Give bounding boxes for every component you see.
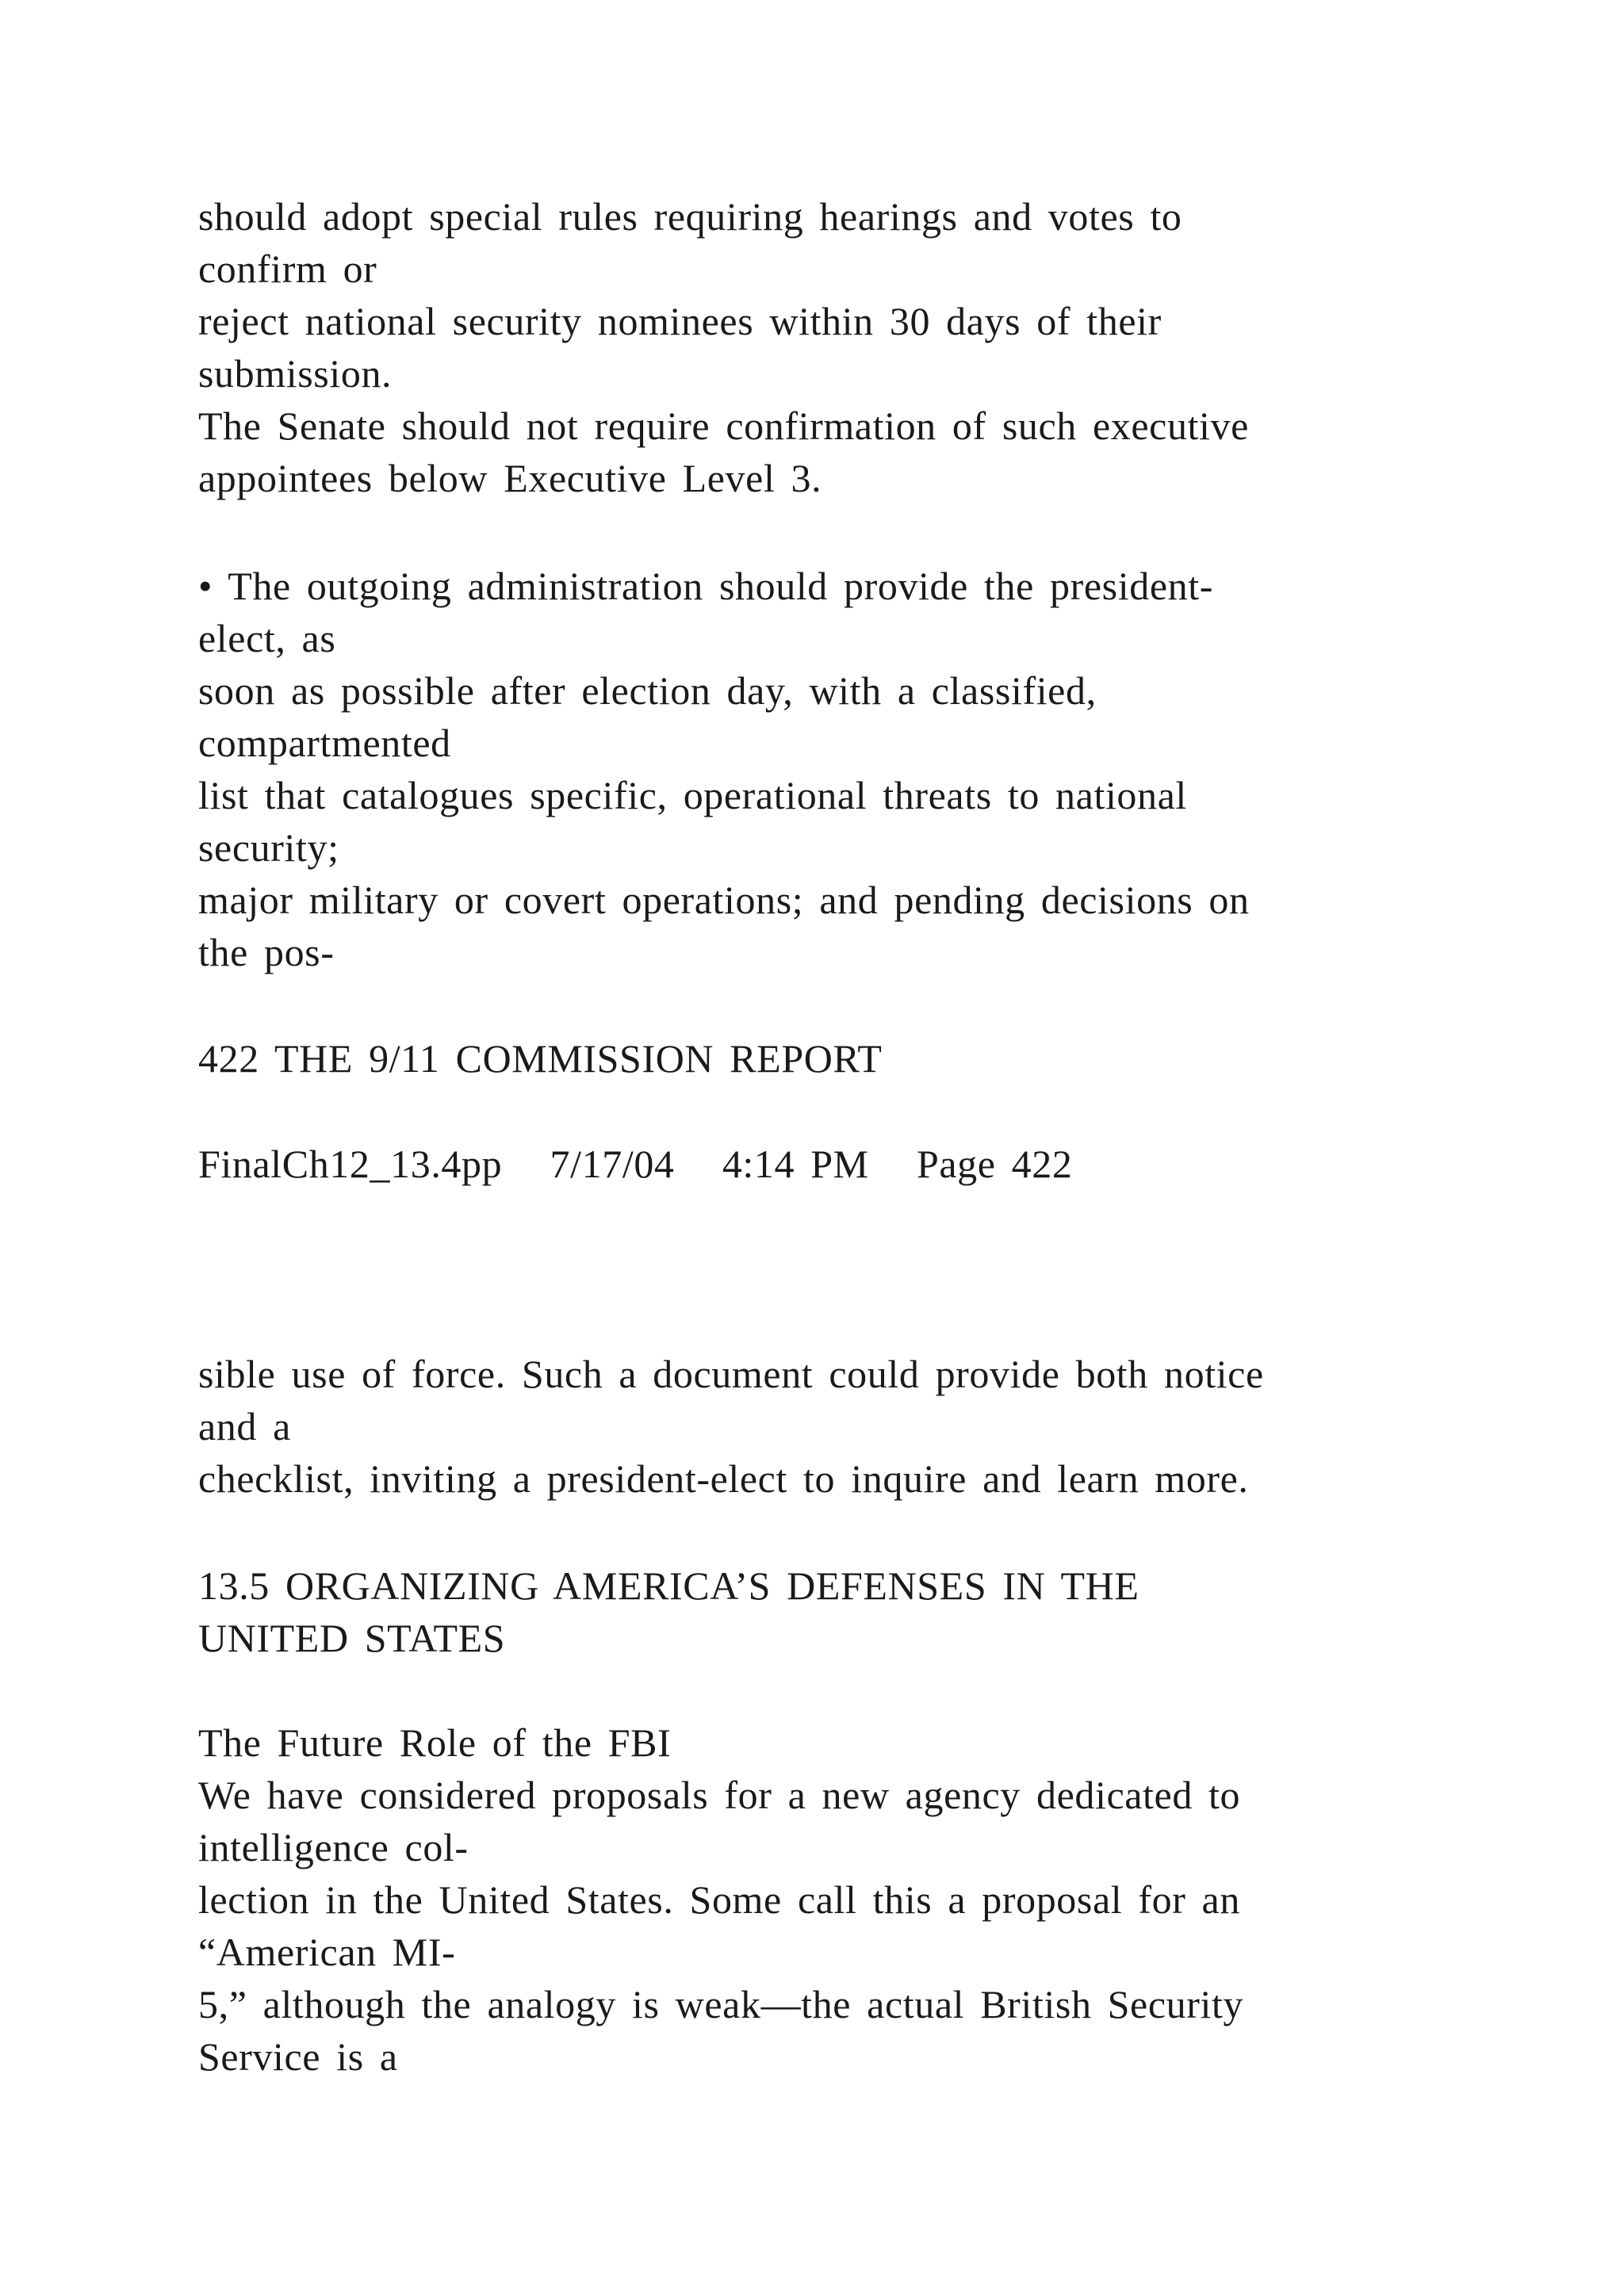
text-line: Service is a [198,2034,398,2079]
text-line: security; [198,825,339,870]
bullet-paragraph [198,560,1435,978]
section-heading [198,1559,1435,1664]
text-line: The Senate should not require confirmation of such executive [198,404,1249,448]
text-line: reject national security nominees within 30 days of their [198,299,1162,343]
text-line: “American MI- [198,1930,456,1974]
print-slug-text: FinalCh12_13.4pp 7/17/04 4:14 PM Page 422 [198,1142,1073,1186]
fbi-section [198,1716,1435,2083]
running-footer [198,1032,1435,1085]
text-line: checklist, inviting a president-elect to inquire and learn more. [198,1456,1249,1501]
text-line: lection in the United States. Some call this a proposal for an [198,1877,1240,1922]
text-line: sible use of force. Such a document could provide both notice [198,1352,1264,1396]
text-line: 5,” although the analogy is weak—the actual British Security [198,1982,1244,2026]
text-line: should adopt special rules requiring hearings and votes to [198,194,1182,239]
text-line: the pos- [198,930,335,974]
text-line: list that catalogues specific, operational threats to national [198,773,1187,817]
heading-line: UNITED STATES [198,1616,506,1660]
text-line: • The outgoing administration should provide the president- [198,564,1213,608]
text-line: soon as possible after election day, with a classified, [198,668,1097,713]
text-line: intelligence col- [198,1825,469,1869]
continuation-paragraph [198,1348,1435,1505]
text-line: major military or covert operations; and pending decisions on [198,878,1250,922]
text-line: submission. [198,351,393,396]
text-line: We have considered proposals for a new agency dedicated to [198,1773,1241,1817]
subheading-fbi: The Future Role of the FBI [198,1720,672,1765]
text-line: compartmented [198,721,451,765]
heading-line: 13.5 ORGANIZING AMERICA’S DEFENSES IN THE [198,1563,1139,1608]
text-line: appointees below Executive Level 3. [198,456,822,500]
senate-rules-paragraph [198,190,1435,504]
text-line: elect, as [198,616,336,660]
print-slug [198,1138,1435,1190]
text-line: confirm or [198,247,377,291]
text-line: and a [198,1404,291,1448]
running-footer-text: 422 THE 9/11 COMMISSION REPORT [198,1036,883,1081]
